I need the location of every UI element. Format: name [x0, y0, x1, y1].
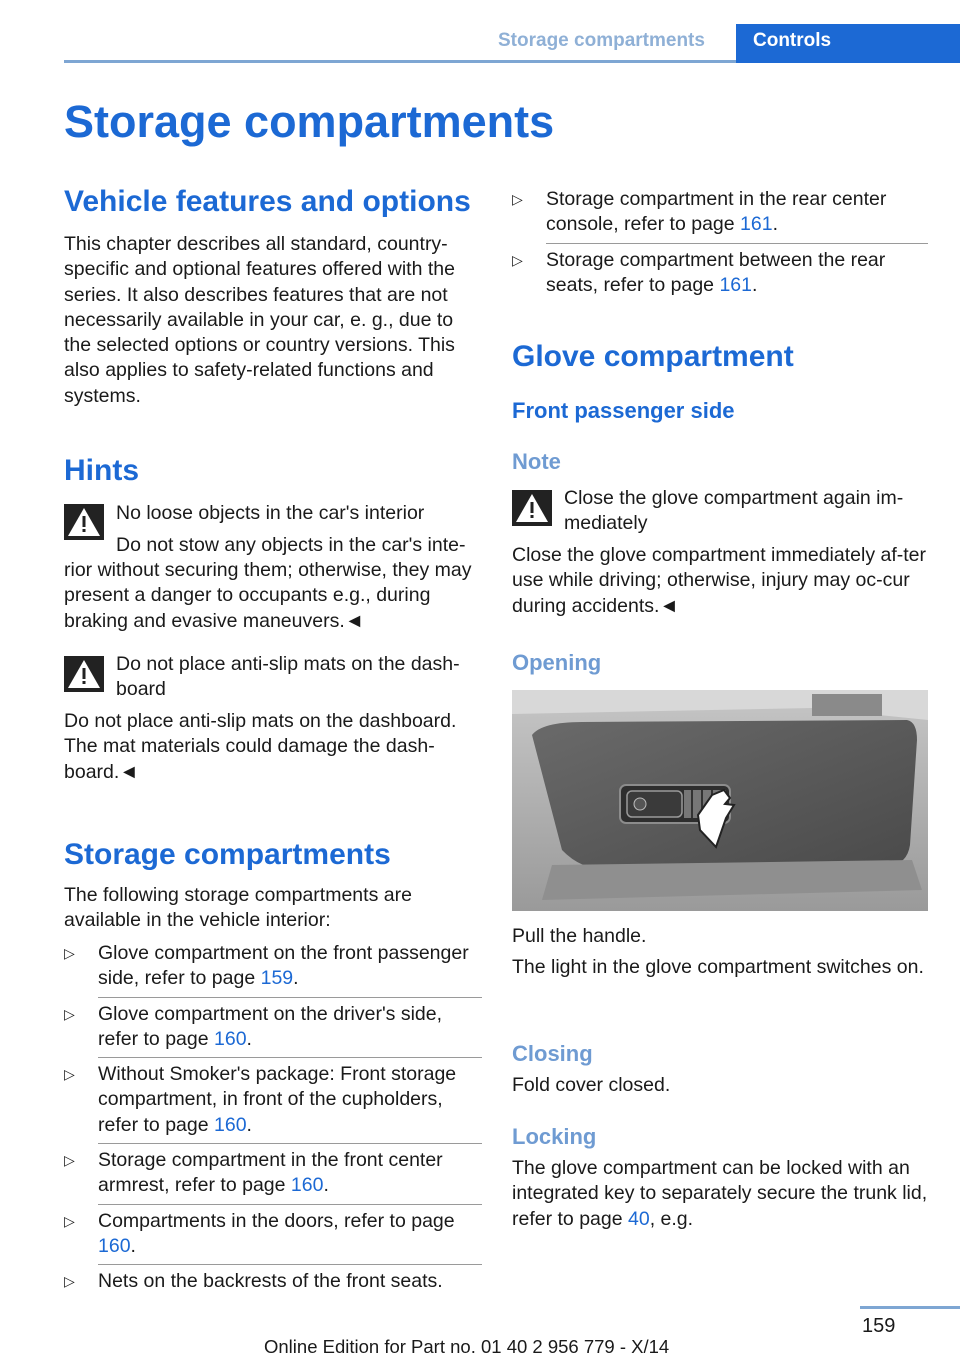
warning-icon — [64, 504, 104, 540]
warning1-body-rest: rior without securing them; otherwise, they may present a danger to occupants e.g., during braking and evasive maneuvers.◄ — [64, 559, 472, 632]
list-item — [64, 941, 482, 998]
list-item-suffix: . — [751, 273, 758, 296]
closing-heading: Closing — [512, 1041, 593, 1066]
opening-step1: Pull the handle. — [512, 925, 647, 947]
vehicle-features-heading: Vehicle features and options — [64, 185, 471, 218]
list-item-text: Nets on the backrests of the front seats. — [98, 1270, 443, 1293]
list-item-text: Glove compartment on the front passenger side, refer to page — [98, 942, 469, 990]
page-number: 159 — [862, 1315, 896, 1337]
list-item-suffix: . — [772, 213, 779, 236]
glove-heading: Glove compartment — [512, 340, 794, 373]
warning2-body: Do not place anti-slip mats on the dashboard. The mat materials could damage the dash-board.◄ — [64, 710, 457, 783]
list-item-text: Storage compartment between the rear seats, refer to page — [546, 248, 886, 296]
list-item — [512, 187, 928, 244]
list-item-suffix: . — [130, 1234, 136, 1257]
warning2-title: Do not place anti-slip mats on the dash-board — [116, 653, 460, 701]
glove-warning-body: Close the glove compartment immediately af-ter use while driving; otherwise, injury may oc-cur during accidents.◄ — [512, 544, 927, 617]
storage-list-left — [64, 941, 482, 1295]
list-item — [64, 1269, 482, 1294]
page-link[interactable]: 160 — [214, 1113, 247, 1136]
list-item-suffix: . — [293, 967, 299, 990]
page-link[interactable]: 161 — [740, 213, 773, 236]
list-item-text: Glove compartment on the driver's side, refer to page — [98, 1002, 443, 1050]
bullet-triangle-icon: ▷ — [64, 1152, 75, 1169]
footer-rule — [860, 1306, 960, 1309]
list-item-text: Compartments in the doors, refer to page — [98, 1209, 455, 1232]
locking-page-link[interactable]: 40 — [628, 1207, 650, 1230]
bullet-triangle-icon: ▷ — [64, 945, 75, 961]
header-chapter-tab[interactable] — [736, 24, 960, 63]
hints-heading: Hints — [64, 454, 139, 487]
list-item-text: Without Smoker's package: Front storage compartment, in front of the cupholders, refer to page — [98, 1063, 457, 1136]
bullet-triangle-icon: ▷ — [64, 1005, 75, 1022]
warning-icon — [64, 656, 104, 692]
bullet-triangle-icon: ▷ — [64, 1066, 75, 1083]
front-passenger-heading: Front passenger side — [512, 398, 735, 423]
page-link[interactable]: 161 — [719, 273, 752, 296]
storage-intro: The following storage compartments are available in the vehicle interior: — [64, 884, 412, 932]
glove-warning-title: Close the glove compartment again im-mediately — [564, 487, 904, 535]
page-link[interactable]: 160 — [98, 1234, 131, 1257]
opening-step2: The light in the glove compartment switches on. — [512, 956, 924, 978]
header-chapter-label: Controls — [753, 30, 832, 51]
glove-compartment-illustration — [512, 690, 928, 911]
list-item-suffix: . — [323, 1174, 329, 1197]
page-title: Storage compartments — [64, 96, 555, 147]
list-item — [512, 248, 928, 299]
page-link[interactable]: 160 — [214, 1027, 247, 1050]
list-item — [64, 1209, 482, 1266]
locking-heading: Locking — [512, 1124, 597, 1149]
list-item-suffix: . — [246, 1113, 252, 1136]
list-item-text: Storage compartment in the rear center console, refer to page — [546, 188, 887, 236]
note-heading: Note — [512, 449, 561, 474]
warning1-title: No loose objects in the car's interior — [116, 502, 425, 524]
storage-heading: Storage compartments — [64, 838, 391, 871]
list-item-text: Storage compartment in the front center armrest, refer to page — [98, 1149, 443, 1197]
warning1-body-first: Do not stow any objects in the car's inte- — [116, 534, 466, 556]
opening-heading: Opening — [512, 650, 602, 675]
page-link[interactable]: 159 — [260, 967, 294, 990]
bullet-triangle-icon: ▷ — [512, 251, 523, 268]
list-item — [64, 1002, 482, 1059]
locking-body — [512, 1156, 928, 1232]
list-item-suffix: . — [246, 1027, 252, 1050]
storage-list-right — [512, 187, 928, 298]
vehicle-features-body: This chapter describes all standard, country-specific and optional features offered with the series. It also describes features that are not necessarily available in your car, e. g., due to the selected options or country versions. This also applies to safety-related functions and systems. — [64, 233, 455, 407]
closing-body: Fold cover closed. — [512, 1074, 671, 1096]
bullet-triangle-icon: ▷ — [512, 191, 523, 207]
locking-body-text: The glove compartment can be locked with an integrated key to separately secure the trunk lid, refer to page — [512, 1157, 928, 1230]
list-item — [64, 1062, 482, 1144]
page-link[interactable]: 160 — [290, 1174, 324, 1197]
bullet-triangle-icon: ▷ — [64, 1212, 75, 1229]
header-section-title: Storage compartments — [498, 30, 705, 51]
locking-body-suffix: , e.g. — [649, 1207, 694, 1230]
edition-footer: Online Edition for Part no. 01 40 2 956 779 - X/14 — [264, 1336, 670, 1357]
warning-icon — [512, 490, 552, 526]
list-item — [64, 1148, 482, 1205]
bullet-triangle-icon: ▷ — [64, 1273, 75, 1290]
